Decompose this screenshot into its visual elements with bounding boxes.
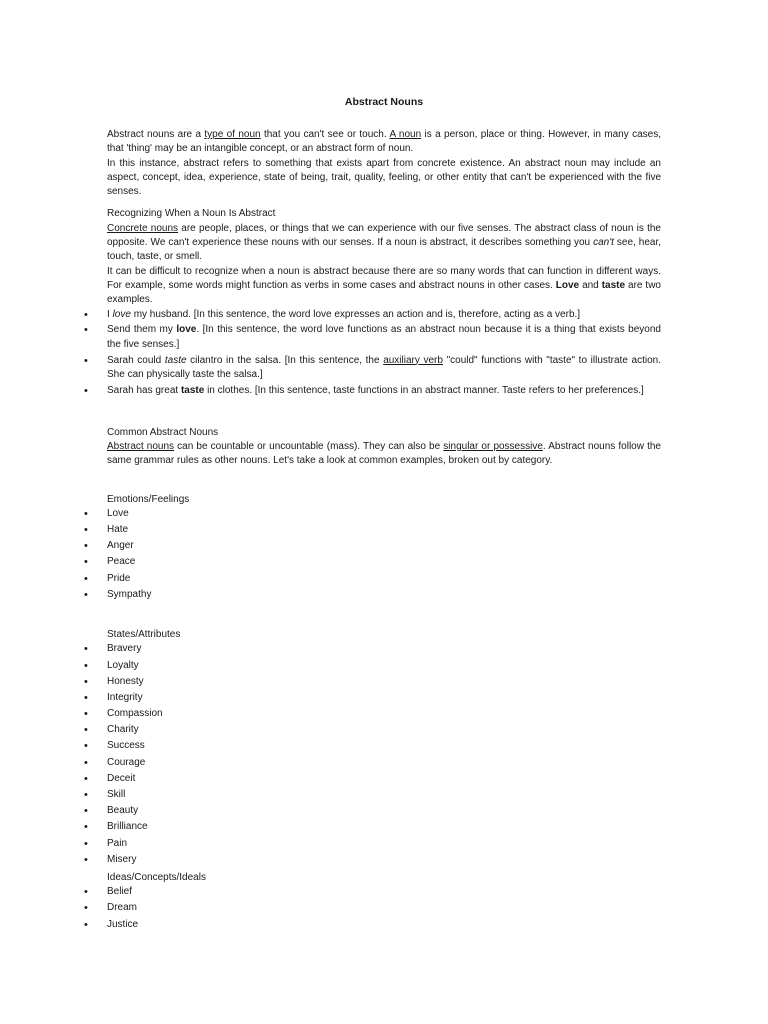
recognizing-paragraph-1: Concrete nouns are people, places, or things that we can experience with our five senses. The abstract class of noun is the opposite. We can't experience these nouns with our senses. If a noun is abstract, it describes something you can't see, hear, touch, taste, or smell.	[107, 222, 661, 263]
list-item: • Peace	[107, 555, 661, 571]
recognizing-paragraph-2: It can be difficult to recognize when a noun is abstract because there are so many words that can function in different ways. For example, some words might function as verbs in some cases and abstract nouns in other cases. Love and taste are two examples.	[107, 265, 661, 306]
list-item: • Integrity	[107, 691, 661, 707]
type-of-noun-link[interactable]: type of noun	[204, 129, 261, 140]
list-item: • Sympathy	[107, 588, 661, 604]
category-list-emotions	[107, 507, 661, 604]
singular-or-possessive-link[interactable]: singular or possessive	[443, 441, 543, 453]
intro-paragraph-2: In this instance, abstract refers to something that exists apart from concrete existence. An abstract noun may include an aspect, concept, idea, experience, state of being, trait, quality, feeling, or other entity that can't be experienced with the five senses.	[107, 157, 661, 198]
example-list	[107, 308, 661, 399]
list-item: • Charity	[107, 723, 661, 739]
category-list-states	[107, 642, 661, 869]
list-item: • I love my husband. [In this sentence, the word love expresses an action and is, therefore, acting as a verb.]	[107, 308, 661, 322]
page-title: Abstract Nouns	[344, 96, 424, 108]
list-item: • Compassion	[107, 707, 661, 723]
section-heading-common: Common Abstract Nouns	[107, 426, 219, 438]
list-item: • Sarah could taste cilantro in the salsa. [In this sentence, the auxiliary verb "could" functions with "taste" to illustrate action. She can physically taste the salsa.]	[107, 354, 661, 383]
list-item: • Beauty	[107, 804, 661, 820]
concrete-nouns-link[interactable]: Concrete nouns	[107, 222, 179, 234]
category-heading-states: States/Attributes	[107, 629, 181, 641]
list-item: • Misery	[107, 853, 661, 869]
list-item: • Send them my love. [In this sentence, the word love functions as an abstract noun because it is a thing that exists beyond the five senses.]	[107, 323, 661, 352]
intro-paragraph-1: Abstract nouns are a type of noun that you can't see or touch. A noun is a person, place or thing. However, in many cases, that 'thing' may be an intangible concept, or an abstract form of noun.	[107, 129, 662, 155]
list-item: • Bravery	[107, 642, 661, 658]
list-item: • Anger	[107, 539, 661, 555]
list-item: • Courage	[107, 756, 661, 772]
a-noun-link[interactable]: A noun	[389, 129, 422, 140]
list-item: • Sarah has great taste in clothes. [In this sentence, taste functions in an abstract manner. Taste refers to her preferences.]	[107, 384, 661, 398]
auxiliary-verb-link[interactable]: auxiliary verb	[383, 354, 443, 366]
list-item: • Pride	[107, 572, 661, 588]
section-heading-recognizing: Recognizing When a Noun Is Abstract	[107, 208, 276, 220]
common-paragraph: Abstract nouns can be countable or uncountable (mass). They can also be singular or possessive. Abstract nouns follow the same grammar rules as other nouns. Let's take a look at common examples, broken out by category.	[107, 441, 661, 467]
list-item: • Honesty	[107, 675, 661, 691]
abstract-nouns-link[interactable]: Abstract nouns	[107, 441, 175, 453]
category-heading-ideas: Ideas/Concepts/Ideals	[107, 871, 206, 883]
list-item: • Hate	[107, 523, 661, 539]
list-item: • Skill	[107, 788, 661, 804]
list-item: • Loyalty	[107, 659, 661, 675]
list-item: • Love	[107, 507, 661, 523]
list-item: • Justice	[107, 918, 661, 934]
list-item: • Belief	[107, 885, 661, 901]
category-heading-emotions: Emotions/Feelings	[107, 493, 190, 505]
list-item: • Pain	[107, 837, 661, 853]
category-list-ideas	[107, 885, 661, 934]
document-body	[107, 128, 661, 934]
list-item: • Dream	[107, 901, 661, 917]
list-item: • Deceit	[107, 772, 661, 788]
list-item: • Success	[107, 739, 661, 755]
list-item: • Brilliance	[107, 820, 661, 836]
